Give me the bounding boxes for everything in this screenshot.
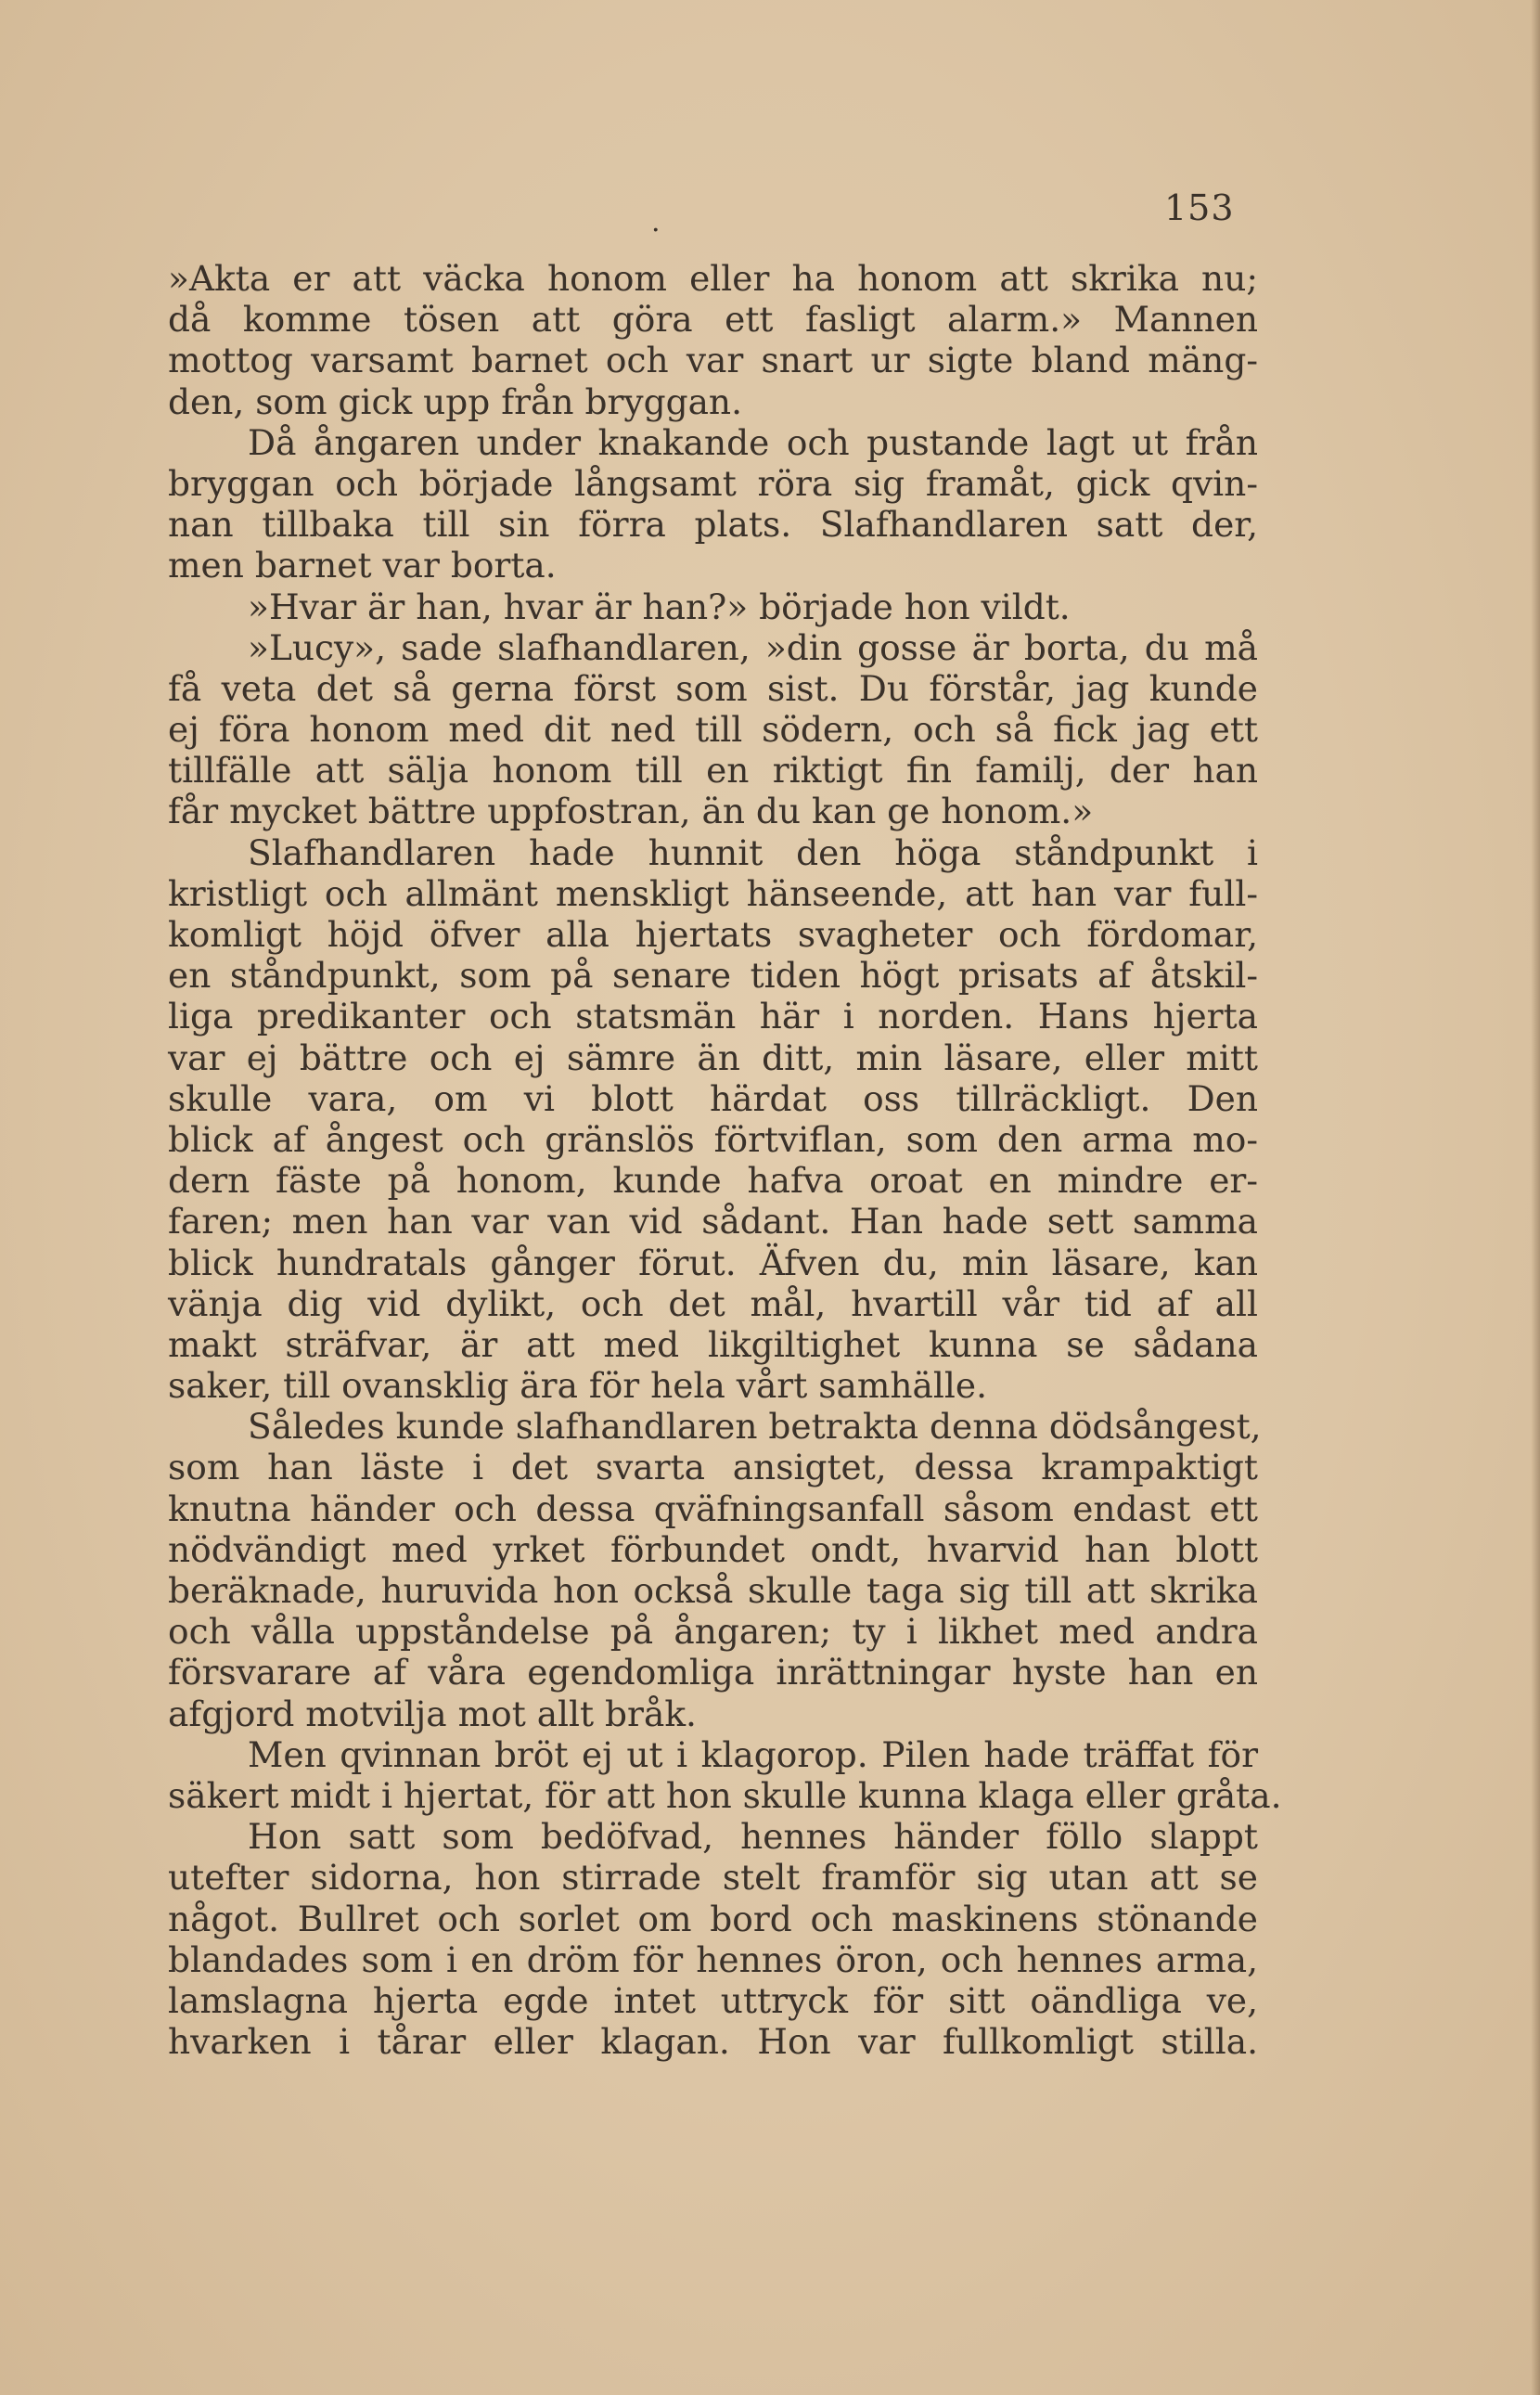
- text-line: afgjord motvilja mot allt bråk.: [168, 1693, 697, 1734]
- text-line: Då ångaren under knakande och pustande lagt ut från: [248, 421, 1258, 463]
- text-line: »Akta er att väcka honom eller ha honom att skrika nu;: [168, 258, 1258, 299]
- text-line: skulle vara, om vi blott härdat oss tillräckligt. Den: [168, 1077, 1258, 1119]
- text-line: blandades som i en dröm för hennes öron, och hennes arma,: [168, 1938, 1258, 1980]
- text-line: få veta det så gerna först som sist. Du förstår, jag kunde: [168, 667, 1258, 709]
- text-line: nödvändigt med yrket förbundet ondt, hvarvid han blott: [168, 1528, 1258, 1570]
- text-line: utefter sidorna, hon stirrade stelt framför sig utan att se: [168, 1857, 1258, 1899]
- text-line: blick af ångest och gränslös förtviflan, som den arma mo-: [168, 1118, 1258, 1160]
- text-line: men barnet var borta.: [168, 545, 557, 586]
- text-line: faren; men han var van vid sådant. Han hade sett samma: [168, 1201, 1258, 1243]
- text-line: var ej bättre och ej sämre än ditt, min läsare, eller mitt: [168, 1037, 1258, 1078]
- text-line: försvarare af våra egendomliga inrättningar hyste han en: [168, 1652, 1258, 1693]
- text-line: Hon satt som bedöfvad, hennes händer föllo slappt: [248, 1816, 1258, 1858]
- text-line: kristligt och allmänt menskligt hänseende, att han var full-: [168, 872, 1258, 914]
- text-line: en ståndpunkt, som på senare tiden högt prisats af åtskil-: [168, 955, 1258, 997]
- text-line: Slafhandlaren hade hunnit den höga ståndpunkt i: [248, 831, 1258, 873]
- text-line: knutna händer och dessa qväfningsanfall såsom endast ett: [168, 1487, 1258, 1529]
- text-line: får mycket bättre uppfostran, än du kan ge honom.»: [168, 791, 1094, 832]
- page-number: 153: [1164, 187, 1235, 228]
- text-line: lamslagna hjerta egde intet uttryck för sitt oändliga ve,: [168, 1979, 1258, 2021]
- text-line: vänja dig vid dylikt, och det mål, hvartill vår tid af all: [168, 1282, 1258, 1324]
- text-line: som han läste i det svarta ansigtet, dessa krampaktigt: [168, 1447, 1258, 1488]
- text-line: och vålla uppståndelse på ångaren; ty i likhet med andra: [168, 1611, 1258, 1653]
- body-text: [168, 258, 1282, 2063]
- text-line: »Hvar är han, hvar är han?» började hon vildt.: [248, 586, 1071, 627]
- text-line: Således kunde slafhandlaren betrakta denna dödsångest,: [248, 1406, 1262, 1448]
- text-line: saker, till ovansklig ära för hela vårt samhälle.: [168, 1365, 987, 1407]
- text-line: dern fäste på honom, kunde hafva oroat en mindre er-: [168, 1160, 1258, 1202]
- text-line: makt sträfvar, är att med likgiltighet kunna se sådana: [168, 1323, 1258, 1365]
- text-line: beräknade, huruvida hon också skulle taga sig till att skrika: [168, 1570, 1258, 1611]
- text-line: den, som gick upp från bryggan.: [168, 380, 743, 422]
- text-line: Men qvinnan bröt ej ut i klagorop. Pilen hade träffat för: [248, 1733, 1258, 1775]
- text-line: bryggan och började långsamt röra sig framåt, gick qvin-: [168, 462, 1258, 504]
- text-line: nan tillbaka till sin förra plats. Slafhandlaren satt der,: [168, 504, 1258, 546]
- text-line: hvarken i tårar eller klagan. Hon var fullkomligt stilla.: [168, 2021, 1258, 2063]
- text-line: något. Bullret och sorlet om bord och maskinens stönande: [168, 1898, 1258, 1939]
- text-line: då komme tösen att göra ett fasligt alarm.» Mannen: [168, 299, 1258, 341]
- text-line: ej föra honom med dit ned till södern, och så fick jag ett: [168, 709, 1258, 751]
- text-line: »Lucy», sade slafhandlaren, »din gosse är borta, du må: [248, 626, 1258, 668]
- header-mark: .: [651, 206, 661, 238]
- text-line: komligt höjd öfver alla hjertats svagheter och fördomar,: [168, 914, 1258, 955]
- text-line: liga predikanter och statsmän här i norden. Hans hjerta: [168, 996, 1258, 1037]
- text-line: mottog varsamt barnet och var snart ur sigte bland mäng-: [168, 340, 1258, 381]
- text-line: blick hundratals gånger förut. Äfven du, min läsare, kan: [168, 1242, 1258, 1283]
- text-line: säkert midt i hjertat, för att hon skulle kunna klaga eller gråta.: [168, 1774, 1282, 1816]
- page-edge: [1531, 0, 1540, 2395]
- text-line: tillfälle att sälja honom till en riktigt fin familj, der han: [168, 750, 1258, 792]
